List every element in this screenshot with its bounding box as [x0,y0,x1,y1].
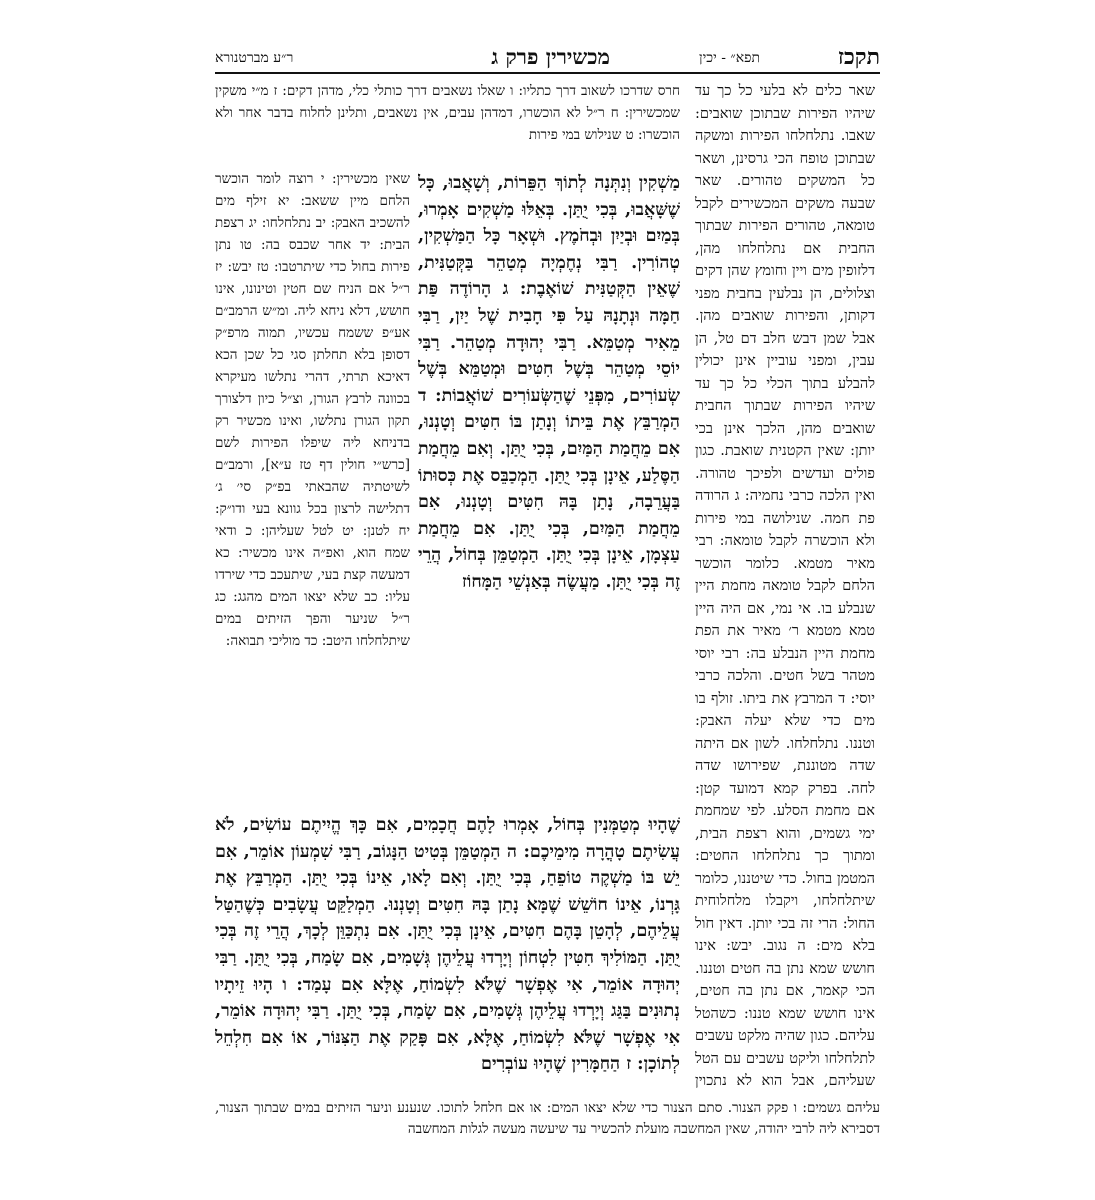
mishnah-text-wide [215,812,680,1097]
tractate-title: מכשירין פרק ג [491,44,610,69]
tiferet-side-text: שאין מכשירין: י רוצה לומר הוכשר הלחם מיין ששאב: יא זילף מים להשכיב האבק: יב נתלחלחו: יג רצפת הבית: יד אחר שכבס בה: טו נתן פירות בחול כדי שיתרטבו: טז יבש: יז ר״ל אם הניח שם חטין וטינונו, אינו חושש, דלא ניחא ליה. ומ״ש הרמב״ם אע״פ ששמח עכשיו, תמוה מרפ״ק דסופן בלא תחלתן סגי כל שכן הכא דאיכא תרתי, דהרי נתלשו מעיקרא בכוונה לרבץ הגורן, וצ״ל כיון דלצורך תקון הגורן נתלשו, ואינו מכשיר רק בדניחא ליה שיפלו הפירות לשם [כרש״י חולין דף טז ע״א], ורמב״ם לשיטתיה שהבאתי בפ״ק סי׳ ג׳ דתלישה לרצון בכל גוונא בעי ודו״ק: יח לטנן: יט לטל שעליהן: כ ודאי שמח הוא, ואפ״ה אינו מכשיר: כא דמעשה קצת בעי, שיתעכב כדי שירדו עליו: כב שלא יצאו המים מהגג: כג ר״ל שניער והפך הזיתים במים שיתלחלחו היטב: כד מוליכי תבואה: [215,171,410,649]
mishnah-text-main [418,170,680,810]
tiferet-commentary-top [215,80,680,170]
page-header [215,38,880,74]
commentator-title: ר״ע מברטנורא [215,50,294,66]
bartenura-commentary [695,80,875,1090]
mishnah-main-text: מַשְׁקִין וְנִתְּנָה לְתוֹךְ הַפֵּרוֹת, וְשָׁאֲבוּ, כָּל שֶׁשָּׁאֲבוּ, בְּכִי יֻתַּן. בְּאֵלּוּ מַשְׁקִים אָמְרוּ, בְּמַיִם וּבְיַיִן וּבְחֹמֶץ. וּשְׁאָר כָּל הַמַּשְׁקִין, טְהוֹרִין. רַבִּי נְחֶמְיָה מְטַהֵר בַּקְּטַנִּית, שֶׁאֵין הַקְּטַנִּית שׁוֹאֶבֶת: ג הָרוֹדֶה פַּת חַמָּה וּנְתָנָהּ עַל פִּי חָבִית שֶׁל יַיִן, רַבִּי מֵאִיר מְטַמֵּא. רַבִּי יְהוּדָה מְטַהֵר. רַבִּי יוֹסֵי מְטַהֵר בְּשֶׁל חִטִּים וּמְטַמֵּא בְּשֶׁל שְׂעוֹרִים, מִפְּנֵי שֶׁהַשְּׂעוֹרִים שׁוֹאֲבוֹת: ד הַמְרַבֵּץ אֶת בֵּיתוֹ וְנָתַן בּוֹ חִטִּים וְטָנְנוּ, אִם מֵחֲמַת הַמַּיִם, בְּכִי יֻתַּן. וְאִם מֵחֲמַת הַסֶּלַע, אֵינָן בְּכִי יֻתַּן. הַמְכַבֵּס אֶת כְּסוּתוֹ בַּעֲרֵבָה, נָתַן בָּהּ חִטִּים וְטָנְנוּ, אִם מֵחֲמַת הַמַּיִם, בְּכִי יֻתַּן. אִם מֵחֲמַת עַצְמָן, אֵינָן בְּכִי יֻתַּן. הַמְטַמֵּן בְּחוֹל, הֲרֵי זֶה בְּכִי יֻתַּן. מַעֲשֶׂה בְּאַנְשֵׁי הַמָּחוֹז [418,173,680,592]
mishnah-wide-text: שֶׁהָיוּ מְטַמְּנִין בְּחוֹל, אָמְרוּ לָהֶם חֲכָמִים, אִם כָּךְ הֱיִיתֶם עוֹשִׂים, לֹא עֲשִׂיתֶם טָהֳרָה מִימֵיכֶם: ה הַמְטַמֵּן בְּטִיט הַנָּגוֹב, רַבִּי שִׁמְעוֹן אוֹמֵר, אִם יֵשׁ בּוֹ מַשְׁקֶה טוֹפֵחַ, בְּכִי יֻתַּן. וְאִם לָאו, אֵינוֹ בְּכִי יֻתַּן. הַמְרַבֵּץ אֶת גָּרְנוֹ, אֵינוֹ חוֹשֵׁשׁ שֶׁמָּא נָתַן בָּהּ חִטִּים וְטָנְנוּ. הַמְלַקֵּט עֲשָׂבִים כְּשֶׁהַטַּל עֲלֵיהֶם, לְהָטֵן בָּהֶם חִטִּים, אֵינָן בְּכִי יֻתַּן. אִם נִתְכַּוֵּן לְכָךְ, הֲרֵי זֶה בְּכִי יֻתַּן. הַמּוֹלִיךְ חִטִּין לִטְחוֹן וְיָרְדוּ עֲלֵיהֶן גְּשָׁמִים, אִם שָׂמַח, בְּכִי יֻתַּן. רַבִּי יְהוּדָה אוֹמֵר, אִי אֶפְשָׁר שֶׁלֹּא לִשְׂמוֹחַ, אֶלָּא אִם עָמַד: ו הָיוּ זֵיתָיו נְתוּנִים בַּגַּג וְיָרְדוּ עֲלֵיהֶן גְּשָׁמִים, אִם שָׂמַח, בְּכִי יֻתַּן. רַבִּי יְהוּדָה אוֹמֵר, אִי אֶפְשָׁר שֶׁלֹּא לִשְׂמוֹחַ, אֶלָּא, אִם פָּקַק אֶת הַצִּנּוֹר, אוֹ אִם חִלְחֵל לְתוֹכָן: ז הַחַמָּרִין שֶׁהָיוּ עוֹבְרִים [215,815,680,1075]
bartenura-text: שאר כלים לא בלעי כל כך עד שיהיו הפירות שבתוכן שואבים: שאבו. נתלחלחו הפירות ומשקה שבתוכן טופח הכי גרסינן, ושאר כל המשקים טהורים. שאר שבעה משקים המכשירים לקבל טומאה, טהורים הפירות שבתוך החבית אם נתלחלחו מהן, דלזופין מים ויין וחומץ שהן דקים וצלולים, הן נבלעין בחבית מפני דקותן, והפירות שואבים מהן. אבל שמן דבש חלב דם טל, הן עבין, ומפני עוביין אינן יכולין להבלע בתוך הכלי כל כך עד שיהיו הפירות שבתוך החבית שואבים מהן, הלכך אינן בכי יותן: שאין הקטנית שואבת. כגון פולים ועדשים ולפיכך טהורה. ואין הלכה כרבי נחמיה: ג הרודה פת חמה. שנילושה במי פירות ולא הוכשרה לקבל טומאה: רבי מאיר מטמא. כלומר הוכשר הלחם לקבל טומאה מחמת היין שנבלע בו. אי נמי, אם היה היין טמא מטמא ר׳ מאיר את הפת מחמת היין הנבלע בה: רבי יוסי מטהר בשל חטים. והלכה כרבי יוסי: ד המרבץ את ביתו. זולף בו מים כדי שלא יעלה האבק: וטננו. נתלחלחו. לשון אם היתה שדה מטוננת, שפירושו שדה לחה. בפרק קמא דמועד קטן: אם מחמת הסלע. לפי שמחמת ימי גשמים, והוא רצפת הבית, ומתוך כך נתלחלחו החטים: המטמן בחול. כדי שיטננו, כלומר שיתלחלחו, ויקבלו מלחלוחית החול: הרי זה בכי יותן. דאין חול בלא מים: ה נגוב. יבש: אינו חושש שמא נתן בה חטים וטננו. הכי קאמר, אם נתן בה חטים, אינו חושש שמא טננו: כשהטל עליהם. כגון שהיה מלקט עשבים לתלחלחו וליקט עשבים עם הטל שעליהם, אבל הוא לא נתכוין [695,83,875,1089]
bartenura-footer [215,1098,880,1143]
bottom-text: עליהם גשמים: ו פקק הצנור. סתם הצנור כדי שלא יצאו המים: או אם חלחל לתוכו. שנענע וניער הזיתים במים שבתוך הצנור, דסבירא ליה לרבי יהודה, שאין המחשבה מועלת להכשיר עד שיעשה מעשה לגלות המחשבה [215,1100,880,1137]
tiferet-top-text: חרס שדרכו לשאוב דרך כתליו: ו שאלו נשאבים דרך כותלי כלי, מדהן דקים: ז מ״י משקין שמכשירין: ח ר״ל לא הוכשרו, דמדהן עבים, אין נשאבים, ותלינן לחלוח בדבר אחר ולא הוכשרו: ט שנילוש במי פירות [215,83,680,143]
page-range: תפא״ - יכין [699,50,760,66]
page-number: תקכז [837,44,880,70]
tiferet-commentary-side [215,168,410,803]
